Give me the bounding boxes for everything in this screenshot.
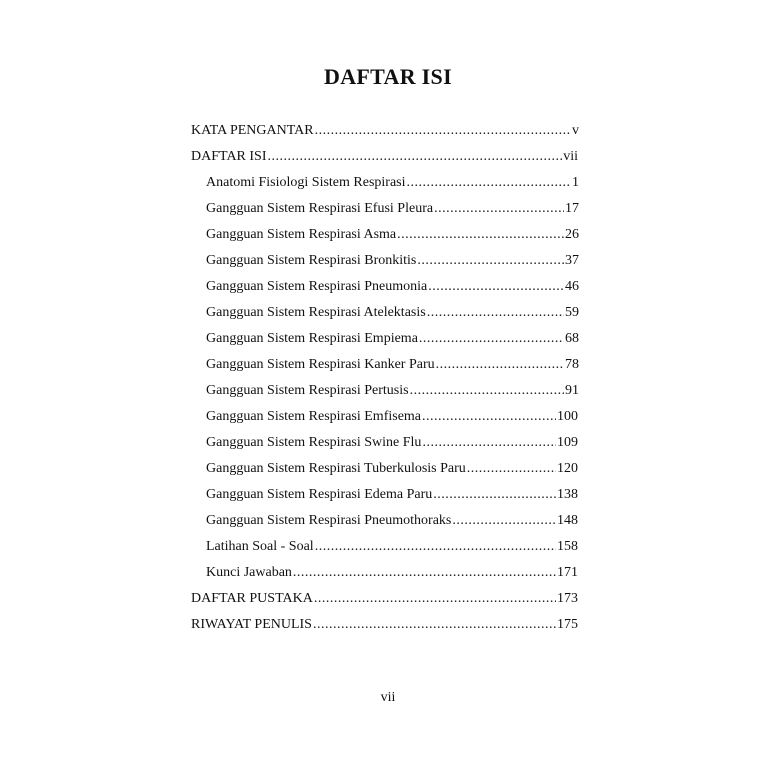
dot-leader	[427, 300, 564, 326]
toc-entry-page: 17	[565, 201, 579, 216]
toc-entry-page: 120	[557, 461, 578, 476]
toc-entry-label: Kunci Jawaban	[206, 565, 292, 580]
dot-leader	[428, 274, 564, 300]
toc-entry-label: Anatomi Fisiologi Sistem Respirasi	[206, 175, 406, 190]
toc-entry-page: 1	[572, 175, 579, 190]
toc-entry-page: 109	[557, 435, 578, 450]
dot-leader	[419, 326, 564, 352]
toc-entry	[206, 560, 578, 586]
dot-leader	[410, 378, 564, 404]
toc-entry	[206, 508, 578, 534]
toc-entry-page: 100	[557, 409, 578, 424]
toc-entry-label: Gangguan Sistem Respirasi Pneumonia	[206, 279, 428, 294]
toc-entry-label: Gangguan Sistem Respirasi Asma	[206, 227, 397, 242]
dot-leader	[417, 248, 564, 274]
toc-entry-label: Gangguan Sistem Respirasi Edema Paru	[206, 487, 433, 502]
dot-leader	[422, 404, 556, 430]
toc-entry-label: Gangguan Sistem Respirasi Tuberkulosis Paru	[206, 461, 466, 476]
toc-entry	[206, 248, 579, 274]
toc-entry-label: Gangguan Sistem Respirasi Empiema	[206, 331, 418, 346]
toc-entry-label: Gangguan Sistem Respirasi Pneumothoraks	[206, 513, 452, 528]
dot-leader	[293, 560, 556, 586]
dot-leader	[436, 352, 564, 378]
page-title: DAFTAR ISI	[324, 64, 452, 89]
toc-entry	[191, 586, 578, 612]
toc-entry	[206, 222, 579, 248]
toc-entry	[206, 482, 578, 508]
toc-entry	[191, 612, 578, 638]
toc-entry	[206, 534, 578, 560]
toc-entry	[206, 326, 579, 352]
toc-entry-page: 158	[557, 539, 578, 554]
toc-entry-label: Gangguan Sistem Respirasi Efusi Pleura	[206, 201, 434, 216]
toc-entry-page: 78	[565, 357, 579, 372]
toc-entry-label: KATA PENGANTAR	[191, 123, 314, 138]
page-number: vii	[380, 690, 396, 705]
toc-entry-label: Latihan Soal - Soal	[206, 539, 314, 554]
toc-entry-page: 37	[565, 253, 579, 268]
toc-entry-page: 173	[557, 591, 578, 606]
toc-entry-label: Gangguan Sistem Respirasi Bronkitis	[206, 253, 417, 268]
toc-entry	[206, 456, 578, 482]
toc-entry-label: Gangguan Sistem Respirasi Atelektasis	[206, 305, 426, 320]
toc-entry-page: 68	[565, 331, 579, 346]
toc-entry-page: 138	[557, 487, 578, 502]
toc-entry-page: 46	[565, 279, 579, 294]
toc-entry	[206, 404, 578, 430]
dot-leader	[315, 534, 556, 560]
toc-entry-page: 59	[565, 305, 579, 320]
dot-leader	[313, 612, 556, 638]
toc-entry-label: Gangguan Sistem Respirasi Swine Flu	[206, 435, 422, 450]
toc-entry	[206, 378, 579, 404]
toc-entry	[206, 300, 579, 326]
dot-leader	[467, 456, 556, 482]
toc-entry	[206, 196, 579, 222]
toc-entry-label: DAFTAR PUSTAKA	[191, 591, 313, 606]
toc-entry-page: 175	[557, 617, 578, 632]
toc-entry-page: 91	[565, 383, 579, 398]
dot-leader	[433, 482, 556, 508]
toc-entry-label: DAFTAR ISI	[191, 149, 267, 164]
toc-entry-page: 148	[557, 513, 578, 528]
toc-entry	[191, 144, 578, 170]
toc-entry-label: Gangguan Sistem Respirasi Kanker Paru	[206, 357, 435, 372]
toc-entry	[191, 118, 579, 144]
dot-leader	[434, 196, 564, 222]
dot-leader	[315, 118, 571, 144]
toc-entry	[206, 352, 579, 378]
dot-leader	[407, 170, 571, 196]
toc-entry-label: RIWAYAT PENULIS	[191, 617, 312, 632]
dot-leader	[314, 586, 556, 612]
toc-entry-page: 171	[557, 565, 578, 580]
toc-entry	[206, 170, 579, 196]
toc-entry-label: Gangguan Sistem Respirasi Emfisema	[206, 409, 422, 424]
toc-entry-page: vii	[563, 149, 578, 164]
dot-leader	[452, 508, 556, 534]
toc-entry-page: v	[572, 123, 579, 138]
dot-leader	[422, 430, 556, 456]
toc-entry-label: Gangguan Sistem Respirasi Pertusis	[206, 383, 409, 398]
toc-entry-page: 26	[565, 227, 579, 242]
dot-leader	[397, 222, 564, 248]
toc-entry	[206, 274, 579, 300]
toc-entry	[206, 430, 578, 456]
dot-leader	[268, 144, 563, 170]
